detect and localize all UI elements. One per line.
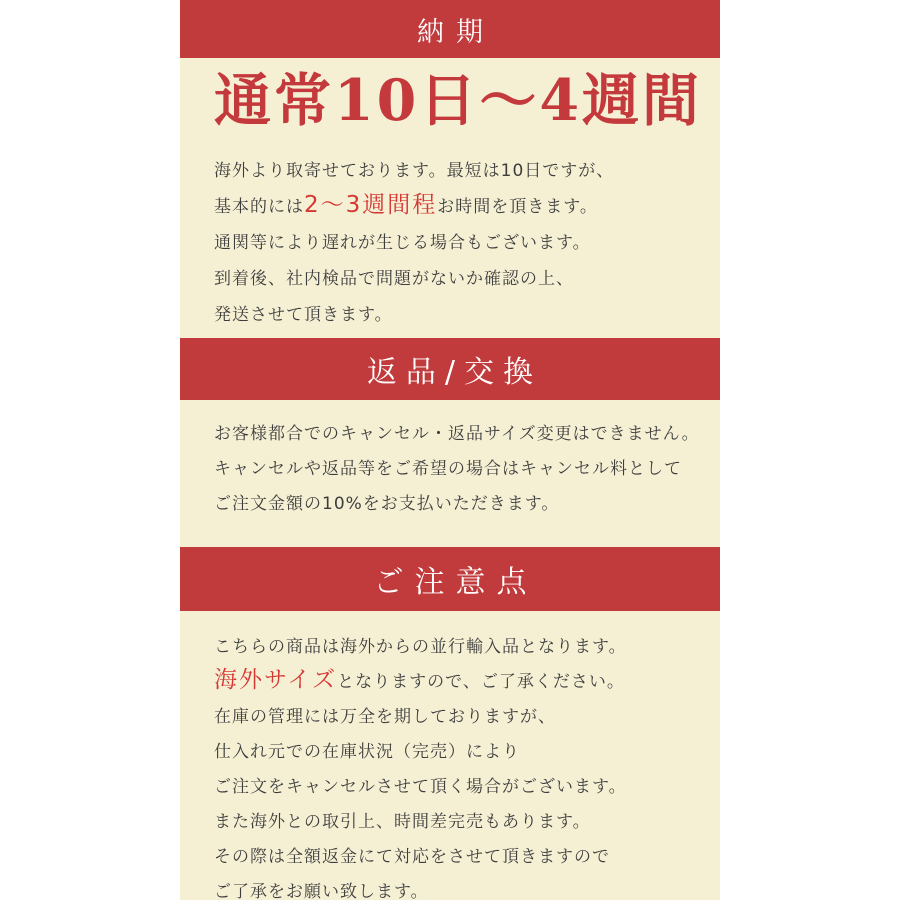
line-text: 仕入れ元での在庫状況（完売）により — [214, 742, 520, 762]
notice-column — [180, 0, 720, 900]
delivery-line — [214, 188, 690, 224]
returns-line — [214, 416, 700, 451]
returns-line — [214, 486, 690, 521]
returns-header-label: 返品/交換 — [366, 355, 543, 390]
returns-line — [214, 451, 690, 486]
line-text: 在庫の管理には万全を期しておりますが、 — [214, 707, 556, 727]
returns-header-bar — [180, 338, 720, 400]
line-text: ご了承をお願い致します。 — [214, 882, 429, 900]
line-text: お客様都合でのキャンセル・返品サイズ変更はできません。 — [214, 424, 700, 444]
notes-line — [214, 874, 690, 900]
notes-line — [214, 734, 690, 769]
delivery-header-label: 納期 — [417, 16, 495, 48]
notes-line — [214, 804, 690, 839]
delivery-paragraph — [214, 152, 690, 332]
notes-header-label: ご注意点 — [373, 565, 538, 600]
line-text: ご注文をキャンセルさせて頂く場合がございます。 — [214, 777, 627, 797]
line-text: 基本的には — [214, 197, 304, 217]
line-accent-text: 2～3週間程 — [304, 192, 438, 218]
delivery-leadtime-title: 通常10日～4週間 — [214, 67, 702, 134]
line-text: ご注文金額の10%をお支払いただきます。 — [214, 494, 560, 514]
notes-line — [214, 839, 690, 874]
delivery-line — [214, 224, 690, 260]
line-text: こちらの商品は海外からの並行輸入品となります。 — [214, 637, 627, 657]
notes-line — [214, 769, 690, 804]
line-text: 発送させて頂きます。 — [214, 305, 393, 325]
line-text: また海外との取引上、時間差完売もあります。 — [214, 812, 591, 832]
line-text: 通関等により遅れが生じる場合もございます。 — [214, 233, 591, 253]
delivery-line — [214, 152, 690, 188]
notes-body-panel — [180, 611, 720, 900]
line-text: キャンセルや返品等をご希望の場合はキャンセル料として — [214, 459, 682, 479]
notes-line — [214, 664, 690, 699]
line-text: お時間を頂きます。 — [437, 197, 598, 217]
delivery-line — [214, 296, 690, 332]
notes-header-bar — [180, 547, 720, 611]
line-accent-text: 海外サイズ — [214, 667, 338, 693]
line-text: その際は全額返金にて対応をさせて頂きますので — [214, 847, 610, 867]
delivery-body-panel — [180, 58, 720, 338]
line-text: 海外より取寄せております。最短は10日ですが、 — [214, 161, 615, 181]
delivery-header-bar — [180, 0, 720, 58]
returns-body-panel — [180, 400, 720, 547]
line-text: 到着後、社内検品で問題がないか確認の上、 — [214, 269, 574, 289]
notes-line — [214, 629, 690, 664]
line-text: となりますので、ご了承ください。 — [337, 672, 625, 692]
notes-line — [214, 699, 690, 734]
delivery-line — [214, 260, 690, 296]
